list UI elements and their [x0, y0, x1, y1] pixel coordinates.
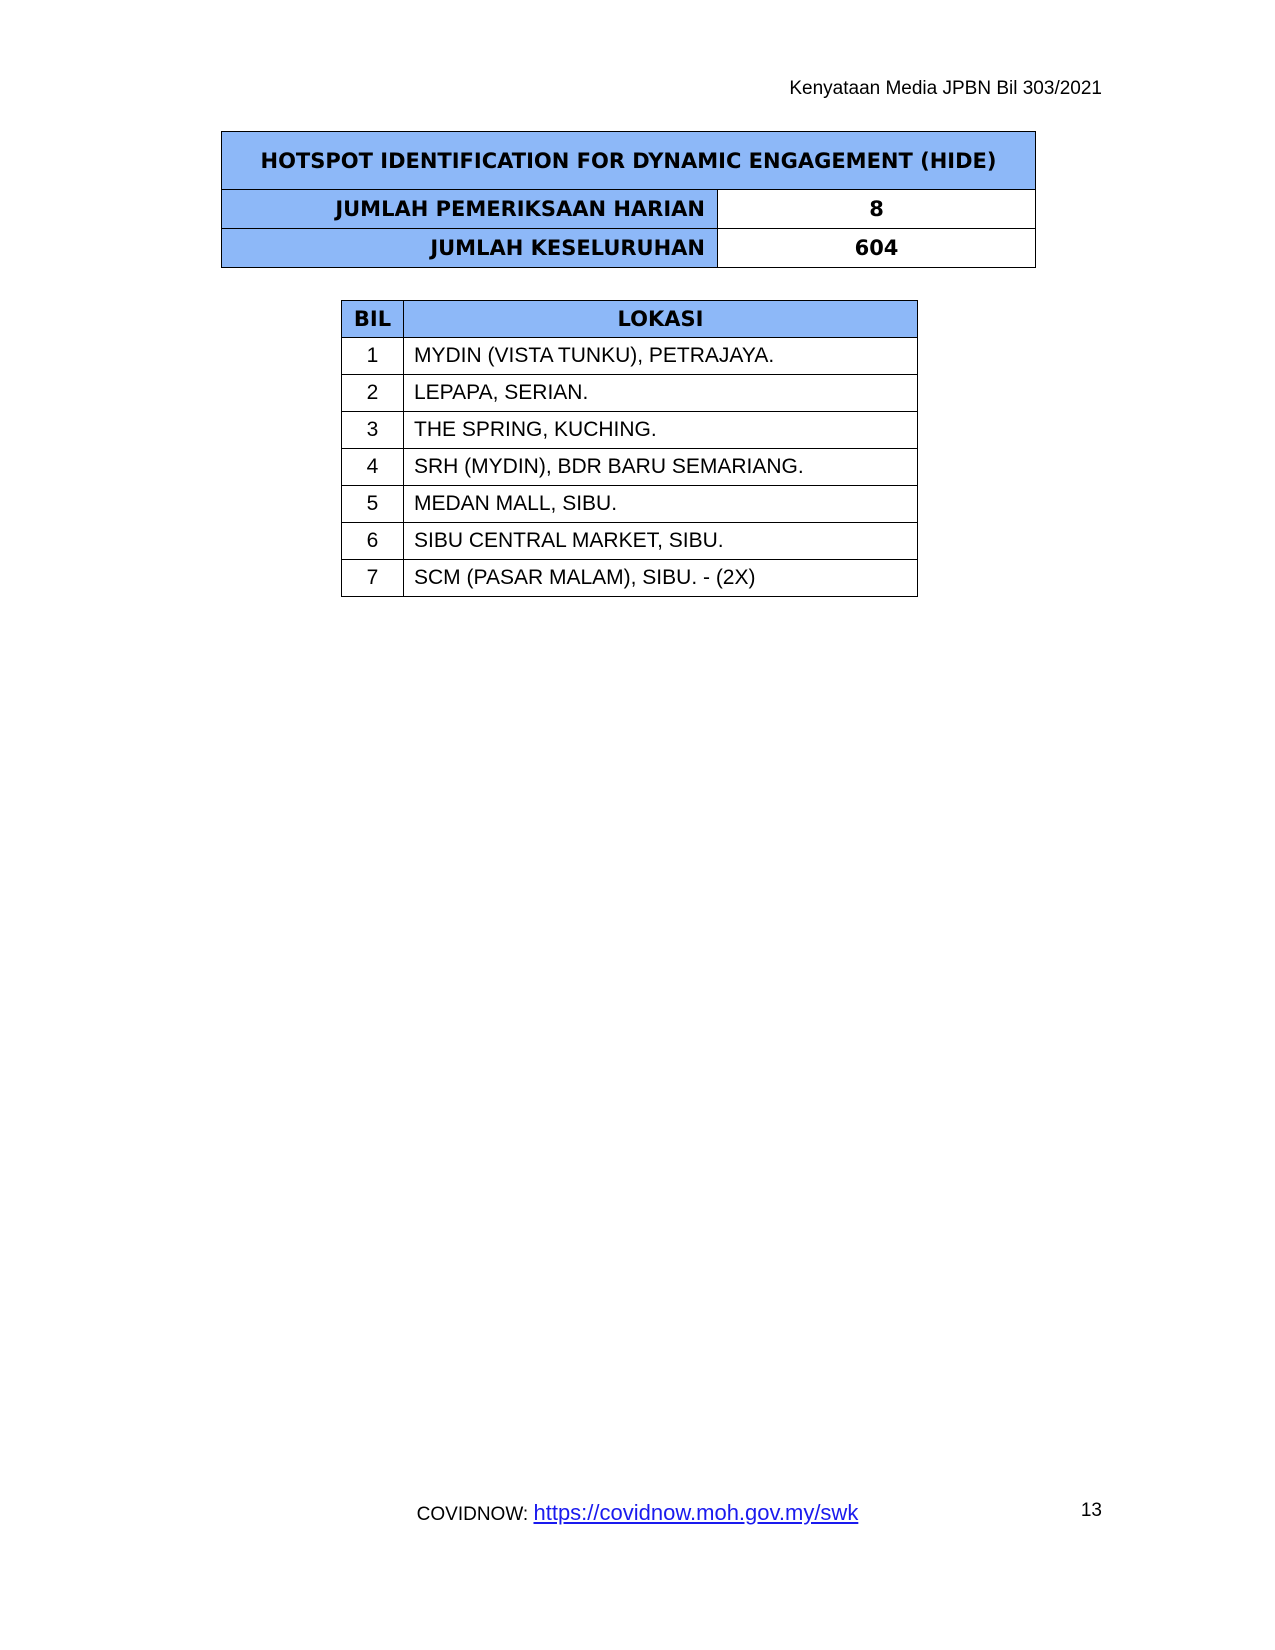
table-row [342, 338, 918, 375]
covidnow-link[interactable]: https://covidnow.moh.gov.my/swk [533, 1500, 859, 1525]
table-row [342, 449, 918, 486]
table-row [342, 560, 918, 597]
summary-label-total: JUMLAH KESELURUHAN [222, 229, 718, 268]
summary-title-row [222, 132, 1036, 190]
row-location: THE SPRING, KUCHING. [404, 412, 918, 449]
row-number: 5 [342, 486, 404, 523]
table-row [342, 486, 918, 523]
summary-row-total [222, 229, 1036, 268]
row-number: 1 [342, 338, 404, 375]
row-number: 6 [342, 523, 404, 560]
hide-summary-table [221, 131, 1036, 268]
summary-row-daily [222, 190, 1036, 229]
row-location: MYDIN (VISTA TUNKU), PETRAJAYA. [404, 338, 918, 375]
document-reference: Kenyataan Media JPBN Bil 303/2021 [789, 78, 1102, 99]
row-location: SIBU CENTRAL MARKET, SIBU. [404, 523, 918, 560]
summary-value-daily: 8 [718, 190, 1036, 229]
table-row [342, 412, 918, 449]
row-number: 4 [342, 449, 404, 486]
summary-value-total: 604 [718, 229, 1036, 268]
row-number: 3 [342, 412, 404, 449]
row-number: 2 [342, 375, 404, 412]
locations-table [341, 300, 918, 597]
table-row [342, 523, 918, 560]
summary-label-daily: JUMLAH PEMERIKSAAN HARIAN [222, 190, 718, 229]
table-row [342, 375, 918, 412]
row-location: SCM (PASAR MALAM), SIBU. - (2X) [404, 560, 918, 597]
footer-prefix: COVIDNOW: [416, 1504, 534, 1525]
summary-title: HOTSPOT IDENTIFICATION FOR DYNAMIC ENGAGEMENT (HIDE) [222, 132, 1036, 190]
header-bil: BIL [342, 301, 404, 338]
locations-header-row [342, 301, 918, 338]
page-number: 13 [1080, 1500, 1102, 1521]
header-lokasi: LOKASI [404, 301, 918, 338]
row-location: MEDAN MALL, SIBU. [404, 486, 918, 523]
row-location: LEPAPA, SERIAN. [404, 375, 918, 412]
row-location: SRH (MYDIN), BDR BARU SEMARIANG. [404, 449, 918, 486]
row-number: 7 [342, 560, 404, 597]
